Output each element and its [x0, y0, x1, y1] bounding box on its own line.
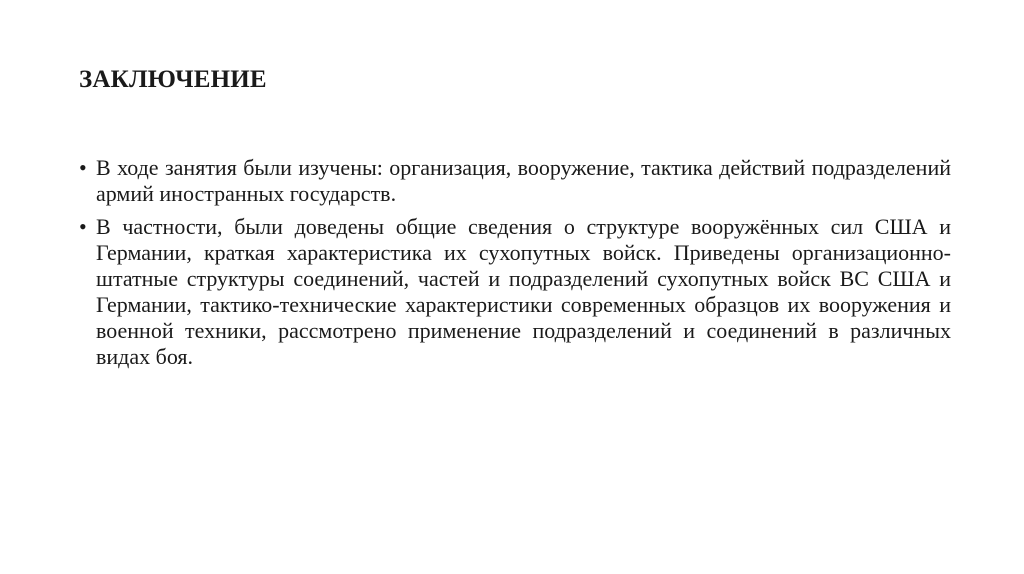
bullet-icon: • — [79, 214, 87, 239]
bullet-icon: • — [79, 155, 87, 180]
bullet-item-details — [79, 214, 951, 370]
bullet-text: В частности, были доведены общие сведения о структуре вооружённых сил США и Германии, краткая характеристика их сухопутных войск. Приведены организационно-штатные структуры соединений, частей и подразделений сухопутных войск ВС США и Германии, тактико-технические характеристики современных образцов их вооружения и военной техники, рассмотрено применение подразделений и соединений в различных видах боя. — [96, 214, 951, 369]
slide-title: ЗАКЛЮЧЕНИЕ — [79, 66, 267, 93]
bullet-item-summary — [79, 155, 951, 207]
bullet-text: В ходе занятия были изучены: организация, вооружение, тактика действий подразделений армий иностранных государств. — [96, 155, 951, 206]
bullet-list — [79, 155, 951, 377]
